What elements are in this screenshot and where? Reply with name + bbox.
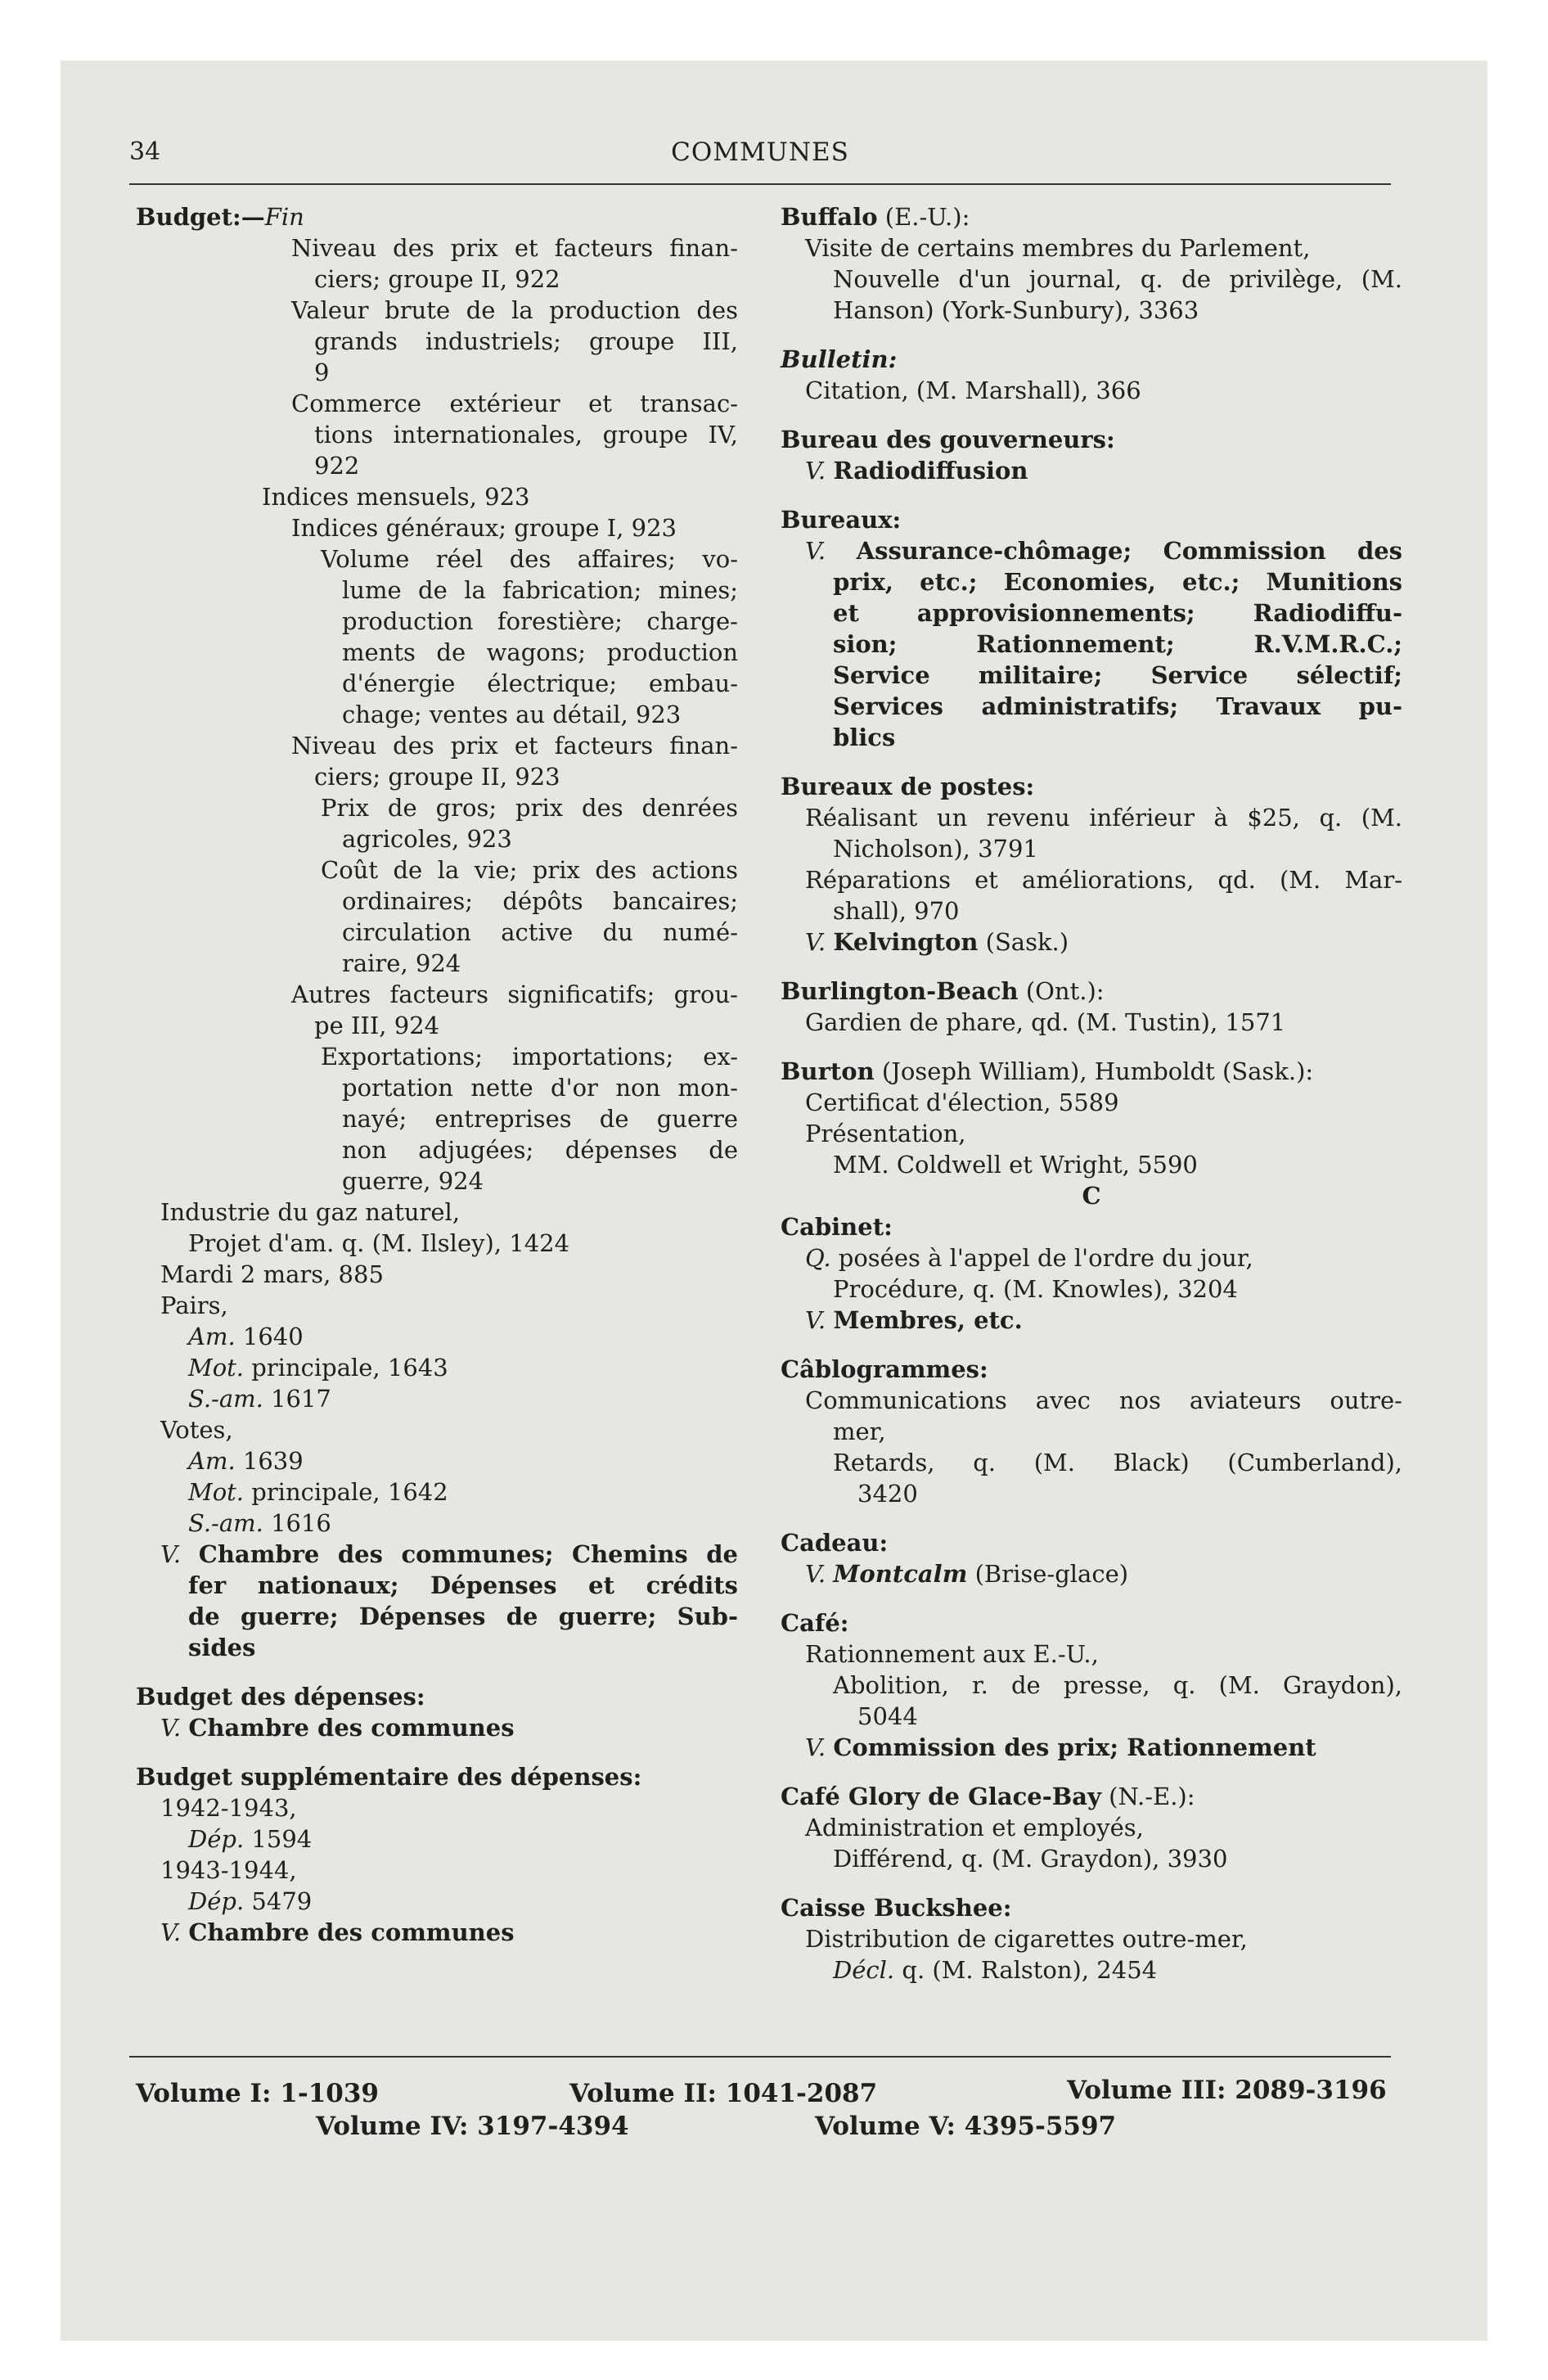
index-entry-line: portation nette d'or non mon- — [342, 1074, 738, 1102]
index-entry-line: circulation active du numé- — [342, 918, 738, 946]
index-entry-line: V. Kelvington (Sask.) — [805, 928, 1069, 956]
index-entry-line: ciers; groupe II, 923 — [314, 763, 560, 791]
entry-spacer — [781, 406, 1402, 424]
index-entry-line: Coût de la vie; prix des actions — [321, 856, 738, 884]
index-heading: Cabinet: — [781, 1213, 893, 1241]
index-entry-line: Citation, (M. Marshall), 366 — [805, 376, 1141, 404]
index-entry-line: Indices mensuels, 923 — [262, 483, 530, 511]
volume-range-1: Volume I: 1-1039 — [136, 2079, 379, 2108]
index-entry-line: ciers; groupe II, 922 — [314, 265, 560, 293]
see-marker: V. — [805, 537, 857, 565]
abbreviation: Mot. — [188, 1354, 245, 1382]
heading-text: Buffalo — [781, 203, 878, 231]
index-entry-line: Rationnement aux E.-U., — [805, 1640, 1099, 1668]
index-entry-line: Réalisant un revenu inférieur à $25, q. (M. — [805, 804, 1402, 832]
abbreviation: Dép. — [188, 1825, 245, 1853]
abbreviation: Mot. — [188, 1478, 245, 1506]
index-entry-line: Visite de certains membres du Parlement, — [805, 234, 1311, 262]
index-entry-line: non adjugées; dépenses de — [342, 1136, 738, 1164]
index-entry-line: Commerce extérieur et transac- — [291, 390, 738, 417]
see-marker: V. — [805, 1560, 834, 1588]
index-entry-line: raire, 924 — [342, 949, 461, 977]
index-entry-line: lume de la fabrication; mines; — [342, 576, 738, 604]
see-marker: V. — [160, 1714, 189, 1742]
index-heading: Café: — [781, 1609, 849, 1637]
abbreviation: Dép. — [188, 1887, 245, 1915]
see-marker: V. — [160, 1540, 199, 1568]
cross-reference-line: Services administratifs; Travaux pu- — [833, 692, 1402, 720]
cross-reference-text: Assurance-chômage; Commission des — [856, 537, 1403, 565]
entry-spacer — [781, 1509, 1402, 1527]
page-title: COMMUNES — [671, 137, 849, 167]
entry-spacer — [136, 1663, 738, 1681]
heading-text: Burlington-Beach — [781, 977, 1019, 1005]
entry-spacer — [781, 753, 1402, 771]
index-heading: Budget supplémentaire des dépenses: — [136, 1763, 642, 1791]
index-entry-line: chage; ventes au détail, 923 — [342, 701, 682, 728]
index-entry-line: Gardien de phare, qd. (M. Tustin), 1571 — [805, 1008, 1286, 1036]
see-marker: V. — [805, 1733, 834, 1761]
index-entry-line: Am. 1639 — [188, 1447, 304, 1475]
index-entry-line: 5044 — [857, 1702, 918, 1730]
abbreviation: Q. — [805, 1244, 831, 1272]
cross-reference-line: prix, etc.; Economies, etc.; Munitions — [833, 568, 1402, 596]
see-marker: V. — [805, 928, 834, 956]
cross-reference-line — [136, 1917, 738, 1948]
see-marker: V. — [805, 457, 834, 485]
index-entry-line: shall), 970 — [833, 897, 960, 925]
index-heading: Buffalo (E.-U.): — [781, 203, 970, 231]
cross-reference-line: et approvisionnements; Radiodiffu- — [833, 599, 1402, 627]
heading-text: Café Glory de Glace-Bay — [781, 1783, 1101, 1810]
cross-reference-text: Commission des prix; Rationnement — [833, 1733, 1316, 1761]
cross-reference-line: de guerre; Dépenses de guerre; Sub- — [188, 1602, 738, 1630]
index-entry-line: S.-am. 1616 — [188, 1509, 331, 1537]
index-entry-line: 1942-1943, — [160, 1794, 297, 1822]
entry-spacer — [136, 1743, 738, 1761]
index-entry-line: ments de wagons; production — [342, 638, 738, 666]
cross-reference-line: sides — [188, 1634, 256, 1661]
cross-reference-text: Membres, etc. — [833, 1306, 1023, 1334]
index-entry-line: Valeur brute de la production des — [291, 296, 738, 324]
cross-reference-line: sion; Rationnement; R.V.M.R.C.; — [833, 630, 1402, 658]
volume-range-4: Volume IV: 3197-4394 — [316, 2112, 629, 2141]
index-column-left — [136, 201, 738, 1948]
index-entry-line: Administration et employés, — [805, 1814, 1144, 1841]
index-entry-line: Mot. principale, 1642 — [188, 1478, 448, 1506]
abbreviation: S.-am. — [188, 1509, 263, 1537]
entry-spacer — [781, 1763, 1402, 1781]
index-heading: Câblogrammes: — [781, 1355, 988, 1383]
index-entry-line: 922 — [314, 452, 360, 480]
entry-spacer — [781, 326, 1402, 344]
footer-rule — [129, 2056, 1391, 2058]
abbreviation: Décl. — [833, 1956, 895, 1984]
index-heading: Caisse Buckshee: — [781, 1894, 1012, 1922]
index-entry-line: Q. posées à l'appel de l'ordre du jour, — [805, 1244, 1253, 1272]
header-rule — [129, 183, 1391, 185]
index-heading-continued — [136, 201, 738, 232]
cross-reference-line: blics — [833, 723, 896, 751]
index-entry-line: Présentation, — [805, 1120, 966, 1147]
index-entry-line: grands industriels; groupe III, — [314, 327, 738, 355]
index-heading: Bulletin: — [781, 345, 898, 373]
index-entry-line: Niveau des prix et facteurs finan- — [291, 234, 738, 262]
cross-reference-line — [781, 1305, 1402, 1336]
index-heading: Bureaux de postes: — [781, 773, 1035, 800]
index-entry-line: Exportations; importations; ex- — [321, 1043, 738, 1071]
entry-spacer — [781, 1336, 1402, 1354]
index-heading: Burton (Joseph William), Humboldt (Sask.): — [781, 1057, 1314, 1085]
index-heading: Cadeau: — [781, 1529, 889, 1557]
index-entry-line: tions internationales, groupe IV, — [314, 421, 738, 449]
index-entry-line: Distribution de cigarettes outre-mer, — [805, 1925, 1248, 1953]
index-entry-line: Différend, q. (M. Graydon), 3930 — [833, 1845, 1228, 1873]
index-entry-line: guerre, 924 — [342, 1167, 484, 1195]
index-entry-line: Dép. 5479 — [188, 1887, 313, 1915]
index-entry-line: Abolition, r. de presse, q. (M. Graydon), — [833, 1671, 1402, 1699]
index-entry-line: Pairs, — [160, 1291, 228, 1319]
index-entry-line: S.-am. 1617 — [188, 1385, 331, 1413]
index-entry-line: Dép. 1594 — [188, 1825, 313, 1853]
cross-reference-text: Kelvington — [833, 928, 979, 956]
index-entry-line: Volume réel des affaires; vo- — [321, 545, 738, 573]
index-entry-line: 1943-1944, — [160, 1856, 297, 1884]
cross-reference-line: Service militaire; Service sélectif; — [833, 661, 1402, 689]
index-entry-line: Am. 1640 — [188, 1323, 304, 1350]
index-entry-line: nayé; entreprises de guerre — [342, 1105, 738, 1133]
index-heading: Bureau des gouverneurs: — [781, 426, 1115, 453]
index-entry-line: 3420 — [857, 1480, 918, 1508]
index-entry-line: Projet d'am. q. (M. Ilsley), 1424 — [188, 1229, 570, 1257]
index-entry-line: Procédure, q. (M. Knowles), 3204 — [833, 1275, 1238, 1303]
page-header — [129, 137, 1391, 172]
index-entry-line: pe III, 924 — [314, 1012, 440, 1039]
cross-reference-line — [781, 1732, 1402, 1763]
section-letter: C — [1082, 1182, 1101, 1210]
cross-reference-text: Montcalm — [833, 1560, 968, 1588]
index-entry-line: Décl. q. (M. Ralston), 2454 — [833, 1956, 1158, 1984]
index-entry-line: Nouvelle d'un journal, q. de privilège, (M. — [833, 265, 1402, 293]
index-entry-line: Prix de gros; prix des denrées — [321, 794, 738, 822]
index-entry-line: 9 — [314, 358, 330, 386]
index-entry-line: Votes, — [160, 1416, 233, 1444]
index-entry-line: production forestière; charge- — [342, 607, 738, 635]
heading-suffix: Fin — [264, 203, 304, 231]
index-entry-line: MM. Coldwell et Wright, 5590 — [833, 1151, 1198, 1179]
index-entry-line: Mardi 2 mars, 885 — [160, 1260, 384, 1288]
index-entry-line: Certificat d'élection, 5589 — [805, 1089, 1119, 1116]
cross-reference-line — [781, 535, 1402, 566]
index-entry-line: ordinaires; dépôts bancaires; — [342, 887, 738, 915]
cross-reference-line — [136, 1539, 738, 1570]
see-marker: V. — [805, 1306, 834, 1334]
cross-reference-text: Chambre des communes — [188, 1714, 515, 1742]
volume-range-5: Volume V: 4395-5597 — [815, 2112, 1117, 2141]
index-entry-line: Réparations et améliorations, qd. (M. Mar- — [805, 866, 1402, 894]
index-entry-line: Communications avec nos aviateurs outre- — [805, 1386, 1402, 1414]
entry-spacer — [781, 958, 1402, 976]
index-entry-line: Niveau des prix et facteurs finan- — [291, 732, 738, 760]
cross-reference-text: Radiodiffusion — [833, 457, 1028, 485]
page-number: 34 — [129, 137, 161, 166]
index-entry-line: agricoles, 923 — [342, 825, 512, 853]
index-column-right — [781, 201, 1402, 1986]
index-entry-line: d'énergie électrique; embau- — [342, 669, 738, 697]
index-heading: Café Glory de Glace-Bay (N.-E.): — [781, 1783, 1195, 1810]
abbreviation: S.-am. — [188, 1385, 263, 1413]
heading-text: Burton — [781, 1057, 875, 1085]
cross-reference-line: fer nationaux; Dépenses et crédits — [188, 1571, 738, 1599]
index-entry-line: Mot. principale, 1643 — [188, 1354, 448, 1382]
abbreviation: Am. — [188, 1447, 236, 1475]
heading-text: Budget:— — [136, 203, 265, 231]
entry-spacer — [781, 486, 1402, 504]
entry-spacer — [781, 1038, 1402, 1056]
cross-reference-line — [136, 1712, 738, 1743]
entry-spacer — [781, 1589, 1402, 1607]
cross-reference-text: Chambre des communes — [188, 1918, 515, 1946]
volume-range-2: Volume II: 1041-2087 — [569, 2079, 878, 2108]
index-entry-line: Retards, q. (M. Black) (Cumberland), — [833, 1449, 1402, 1476]
index-heading: Bureaux: — [781, 506, 902, 534]
cross-reference-line — [781, 455, 1402, 486]
entry-spacer — [781, 1874, 1402, 1892]
index-entry-line: Nicholson), 3791 — [833, 835, 1038, 863]
index-entry-line: Indices généraux; groupe I, 923 — [291, 514, 677, 542]
index-heading: Burlington-Beach (Ont.): — [781, 977, 1105, 1005]
index-entry-line: Hanson) (York-Sunbury), 3363 — [833, 296, 1199, 324]
volume-range-3: Volume III: 2089-3196 — [1067, 2076, 1387, 2105]
index-entry-line: mer, — [833, 1418, 886, 1445]
index-entry-line: Autres facteurs significatifs; grou- — [291, 980, 738, 1008]
cross-reference-text: Chambre des communes; Chemins de — [198, 1540, 738, 1568]
see-marker: V. — [160, 1918, 189, 1946]
index-heading: Budget des dépenses: — [136, 1683, 425, 1711]
index-entry-line: Industrie du gaz naturel, — [160, 1198, 461, 1226]
index-entry-line: V. Montcalm (Brise-glace) — [805, 1560, 1129, 1588]
abbreviation: Am. — [188, 1323, 236, 1350]
